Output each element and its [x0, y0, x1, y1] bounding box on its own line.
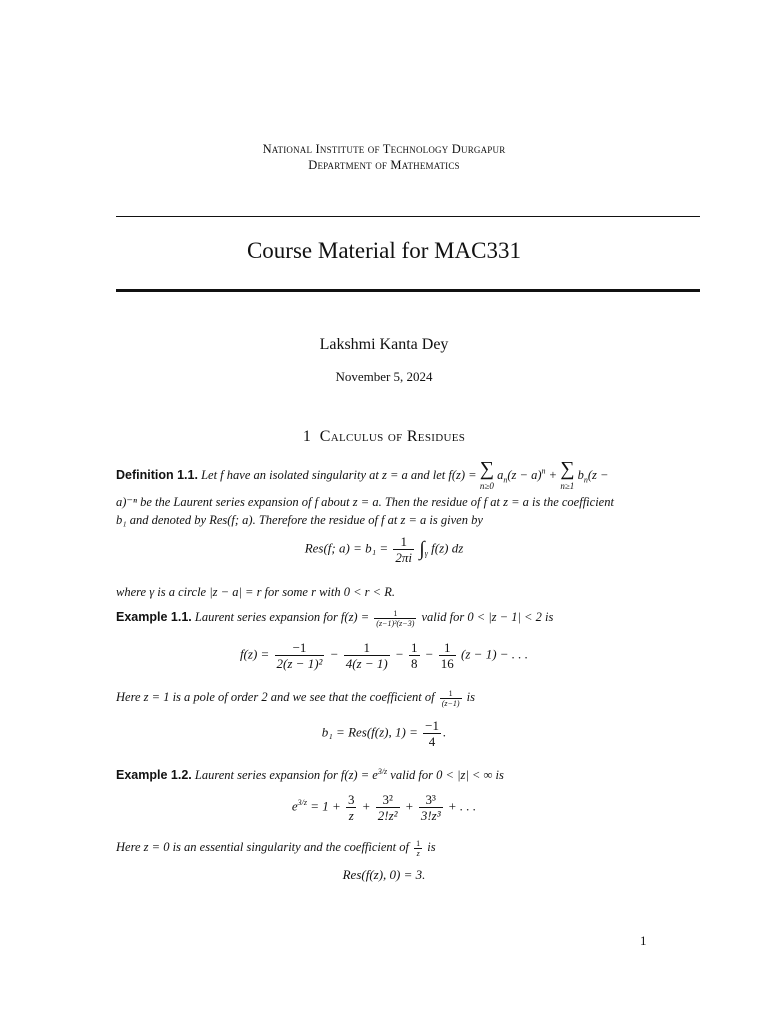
example1-line: Example 1.1. Laurent series expansion for f(z) = $\frac{1}{\text{(z−1)²(z−3)}}$ valid for 0 < |z − 1| < 2 is — [116, 608, 554, 628]
definition-line-1: Definition 1.1. Let f have an isolated singularity at z = a and let f(z) = ∑ n≥0 $a_n(z - a)^n$ + ∑ n≥1 $b_n(z$ − — [116, 458, 609, 491]
example1-label: Example 1.1. — [116, 610, 192, 624]
result-fraction: $\frac{-1}{4}$ — [425, 718, 439, 749]
author-name: Lakshmi Kanta Dey — [319, 336, 449, 353]
title-top-rule — [116, 216, 700, 217]
formula-fraction: $\frac{1}{2\pi i}$ — [395, 534, 413, 565]
sum-symbol: ∑ n≥0 — [479, 458, 494, 491]
note-fraction: $\frac{1}{z}$ — [416, 838, 421, 858]
definition-label: Definition 1.1. — [116, 467, 198, 482]
integral-icon: ∫ — [419, 538, 425, 560]
expansion-term: $\frac{3}{z}$ — [347, 792, 355, 823]
expansion-term: $\frac{1}{8}$ — [411, 640, 418, 671]
document-date: November 5, 2024 — [335, 369, 433, 384]
department-name: Department of Mathematics — [308, 158, 460, 172]
section-number: 1 — [302, 428, 312, 445]
section-heading — [0, 428, 768, 446]
expansion-term: $\frac{-1}{\text{2(z − 1)²}}$ — [276, 640, 323, 671]
title-bottom-rule — [116, 289, 700, 292]
example2-result: Res(f(z), 0) = 3. — [342, 867, 426, 882]
example1-function-fraction: $\frac{1}{\text{(z−1)²(z−3)}}$ — [376, 608, 415, 628]
expansion-term: $\frac{\text{3³}}{\text{3!z³}}$ — [420, 792, 441, 823]
expansion-term: $\frac{1}{16}$ — [440, 640, 454, 671]
definition-line-3: b₁ and denoted by Res(f; a). Therefore the residue of f at z = a is given by — [116, 513, 483, 527]
note-fraction: $\frac{1}{(z-1)}$ — [441, 688, 460, 708]
definition-text: Let f have an isolated singularity at z = a and let f(z) = — [201, 467, 477, 482]
residue-formula: Res(f; a) = b₁ = $\frac{1}{2\pi i}$ $\int_\gamma$ f(z) dz — [304, 534, 464, 565]
page-number: 1 — [640, 933, 647, 948]
example2-line: Example 1.2. Laurent series expansion for $f(z) = e^{3/z}$ valid for 0 < |z| < ∞ is — [116, 767, 504, 783]
institution-name: National Institute of Technology Durgapur — [262, 142, 506, 156]
expansion-term: $\frac{\text{3²}}{\text{2!z²}}$ — [377, 792, 398, 823]
example2-note: Here z = 0 is an essential singularity and the coefficient of $\frac{1}{z}$ is — [116, 838, 436, 858]
sum-symbol-2: ∑ n≥1 — [560, 458, 575, 491]
document-title: Course Material for MAC331 — [246, 238, 522, 263]
section-title: Calculus of Residues — [319, 428, 466, 445]
example1-expansion: f(z) = $\frac{-1}{\text{2(z − 1)²}}$ − $\frac{1}{4(z - 1)}$ − $\frac{1}{8}$ − $\frac{1}{16}$ (z − 1) − . . . — [239, 640, 529, 671]
example1-note: Here z = 1 is a pole of order 2 and we see that the coefficient of $\frac{1}{(z-1)}$ is — [116, 688, 475, 708]
example2-expansion: $e^{3/z} = 1$ + $\frac{3}{z}$ + $\frac{\text{3²}}{\text{2!z²}}$ + $\frac{\text{3³}}{\text{3!z³}}$ + . . . — [291, 792, 477, 823]
definition-line-2: a)⁻ⁿ be the Laurent series expansion of f about z = a. Then the residue of f at z = a is the coefficient — [116, 495, 614, 509]
definition-where: where γ is a circle |z − a| = r for some r with 0 < r < R. — [116, 585, 395, 599]
example2-label: Example 1.2. — [116, 768, 192, 783]
expansion-term: $\frac{1}{4(z - 1)}$ — [345, 640, 388, 671]
example1-result: b₁ = Res(f(z), 1) = $\frac{-1}{4}$ . — [321, 718, 447, 749]
